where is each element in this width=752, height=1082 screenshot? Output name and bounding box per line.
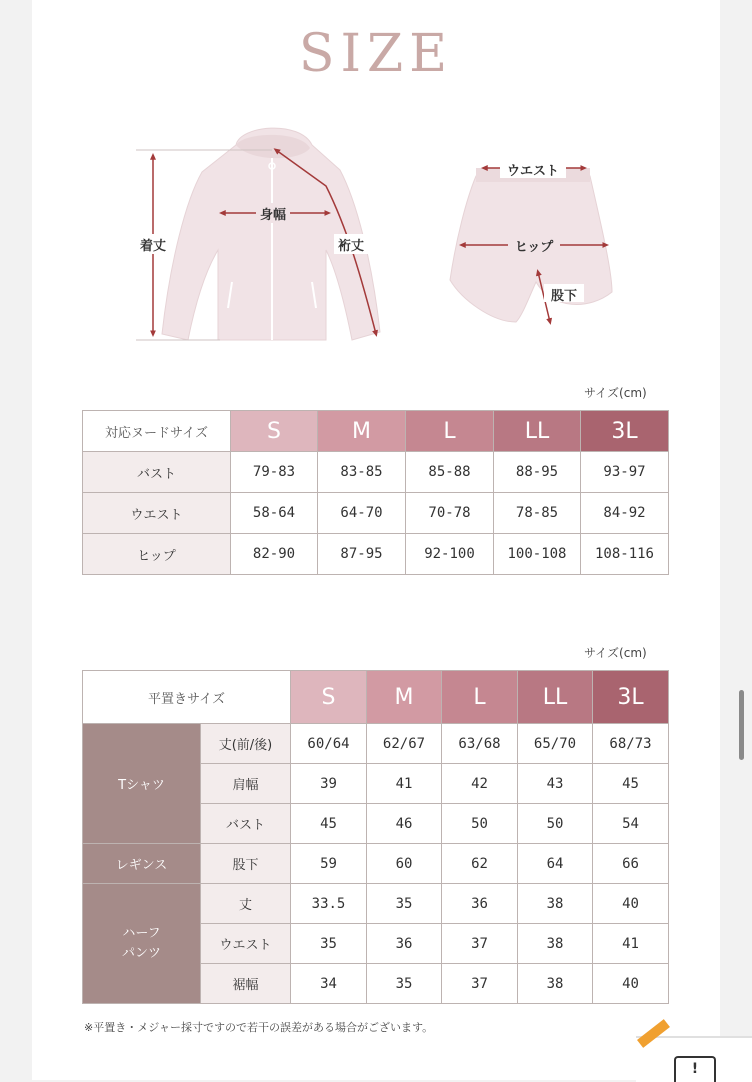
table-row <box>83 844 669 884</box>
jacket-width-label: 身幅 <box>259 208 286 223</box>
table-cell: 92-100 <box>406 534 494 575</box>
table-cell: 62 <box>442 844 518 884</box>
table-cell: 41 <box>593 924 669 964</box>
table-cell: 43 <box>518 764 593 804</box>
table-cell: 78-85 <box>494 493 581 534</box>
row-label: ヒップ <box>83 534 231 575</box>
table-cell: 41 <box>367 764 442 804</box>
shorts-waist-label: ウエスト <box>506 164 559 179</box>
table-cell: 37 <box>442 924 518 964</box>
nude-size-table <box>82 410 669 575</box>
table-cell: 54 <box>593 804 669 844</box>
table-cell: 59 <box>291 844 367 884</box>
table-row <box>83 724 669 764</box>
flat-size-table <box>82 670 669 1004</box>
row-label: 丈(前/後) <box>201 724 291 764</box>
table-cell: 39 <box>291 764 367 804</box>
table-cell: 108-116 <box>581 534 669 575</box>
table-cell: 33.5 <box>291 884 367 924</box>
size-header: M <box>318 411 406 452</box>
size-header: L <box>406 411 494 452</box>
table-cell: 100-108 <box>494 534 581 575</box>
table-cell: 36 <box>367 924 442 964</box>
table-row <box>83 671 669 724</box>
table-cell: 63/68 <box>442 724 518 764</box>
group-label-tshirt: Tシャツ <box>83 724 201 844</box>
table-cell: 62/67 <box>367 724 442 764</box>
table-cell: 40 <box>593 884 669 924</box>
table-cell: 38 <box>518 884 593 924</box>
table-row <box>83 411 669 452</box>
size-header: M <box>367 671 442 724</box>
table-cell: 60/64 <box>291 724 367 764</box>
table1-unit: サイズ(cm) <box>584 386 647 400</box>
table-cell: 70-78 <box>406 493 494 534</box>
table-cell: 58-64 <box>231 493 318 534</box>
size-header: S <box>291 671 367 724</box>
table-cell: 82-90 <box>231 534 318 575</box>
table-cell: 87-95 <box>318 534 406 575</box>
table2-corner: 平置きサイズ <box>83 671 291 724</box>
table1-corner: 対応ヌードサイズ <box>83 411 231 452</box>
table-cell: 40 <box>593 964 669 1004</box>
table-cell: 35 <box>291 924 367 964</box>
row-label: ウエスト <box>201 924 291 964</box>
table-cell: 46 <box>367 804 442 844</box>
row-label: 丈 <box>201 884 291 924</box>
shorts-inseam-label: 股下 <box>550 289 577 304</box>
table2-unit: サイズ(cm) <box>584 646 647 660</box>
page-title: SIZE <box>298 24 454 84</box>
table-cell: 35 <box>367 884 442 924</box>
jacket-length-label: 着丈 <box>139 239 166 254</box>
table-cell: 38 <box>518 964 593 1004</box>
size-header: LL <box>518 671 593 724</box>
table-row <box>83 452 669 493</box>
table-cell: 36 <box>442 884 518 924</box>
table-cell: 37 <box>442 964 518 1004</box>
table-row <box>83 534 669 575</box>
table-cell: 45 <box>593 764 669 804</box>
table-cell: 64-70 <box>318 493 406 534</box>
group-label-leggings: レギンス <box>83 844 201 884</box>
table-cell: 34 <box>291 964 367 1004</box>
size-header: S <box>231 411 318 452</box>
table-cell: 93-97 <box>581 452 669 493</box>
table-cell: 79-83 <box>231 452 318 493</box>
size-header: LL <box>494 411 581 452</box>
table-cell: 60 <box>367 844 442 884</box>
table-row <box>83 884 669 924</box>
row-label: バスト <box>83 452 231 493</box>
row-label: 股下 <box>201 844 291 884</box>
table-cell: 84-92 <box>581 493 669 534</box>
table-row <box>83 493 669 534</box>
garment-diagram <box>0 0 752 380</box>
table-cell: 38 <box>518 924 593 964</box>
scrollbar-thumb[interactable] <box>739 690 744 760</box>
size-header: 3L <box>581 411 669 452</box>
table-cell: 66 <box>593 844 669 884</box>
row-label: ウエスト <box>83 493 231 534</box>
table-cell: 42 <box>442 764 518 804</box>
size-header: L <box>442 671 518 724</box>
table-cell: 50 <box>518 804 593 844</box>
row-label: バスト <box>201 804 291 844</box>
group-label-halfpants: ハーフ パンツ <box>83 884 201 1004</box>
row-label: 裾幅 <box>201 964 291 1004</box>
table-cell: 65/70 <box>518 724 593 764</box>
row-label: 肩幅 <box>201 764 291 804</box>
table-cell: 50 <box>442 804 518 844</box>
jacket-sleeve-label: 裄丈 <box>337 239 364 254</box>
alert-icon[interactable]: ! <box>674 1056 716 1082</box>
table-cell: 88-95 <box>494 452 581 493</box>
size-header: 3L <box>593 671 669 724</box>
table-cell: 35 <box>367 964 442 1004</box>
measurement-note: ※平置き・メジャー採寸ですので若干の誤差がある場合がございます。 <box>84 1021 434 1034</box>
table-cell: 64 <box>518 844 593 884</box>
table-cell: 83-85 <box>318 452 406 493</box>
table-cell: 85-88 <box>406 452 494 493</box>
table-cell: 68/73 <box>593 724 669 764</box>
shorts-hip-label: ヒップ <box>514 240 554 255</box>
table-cell: 45 <box>291 804 367 844</box>
